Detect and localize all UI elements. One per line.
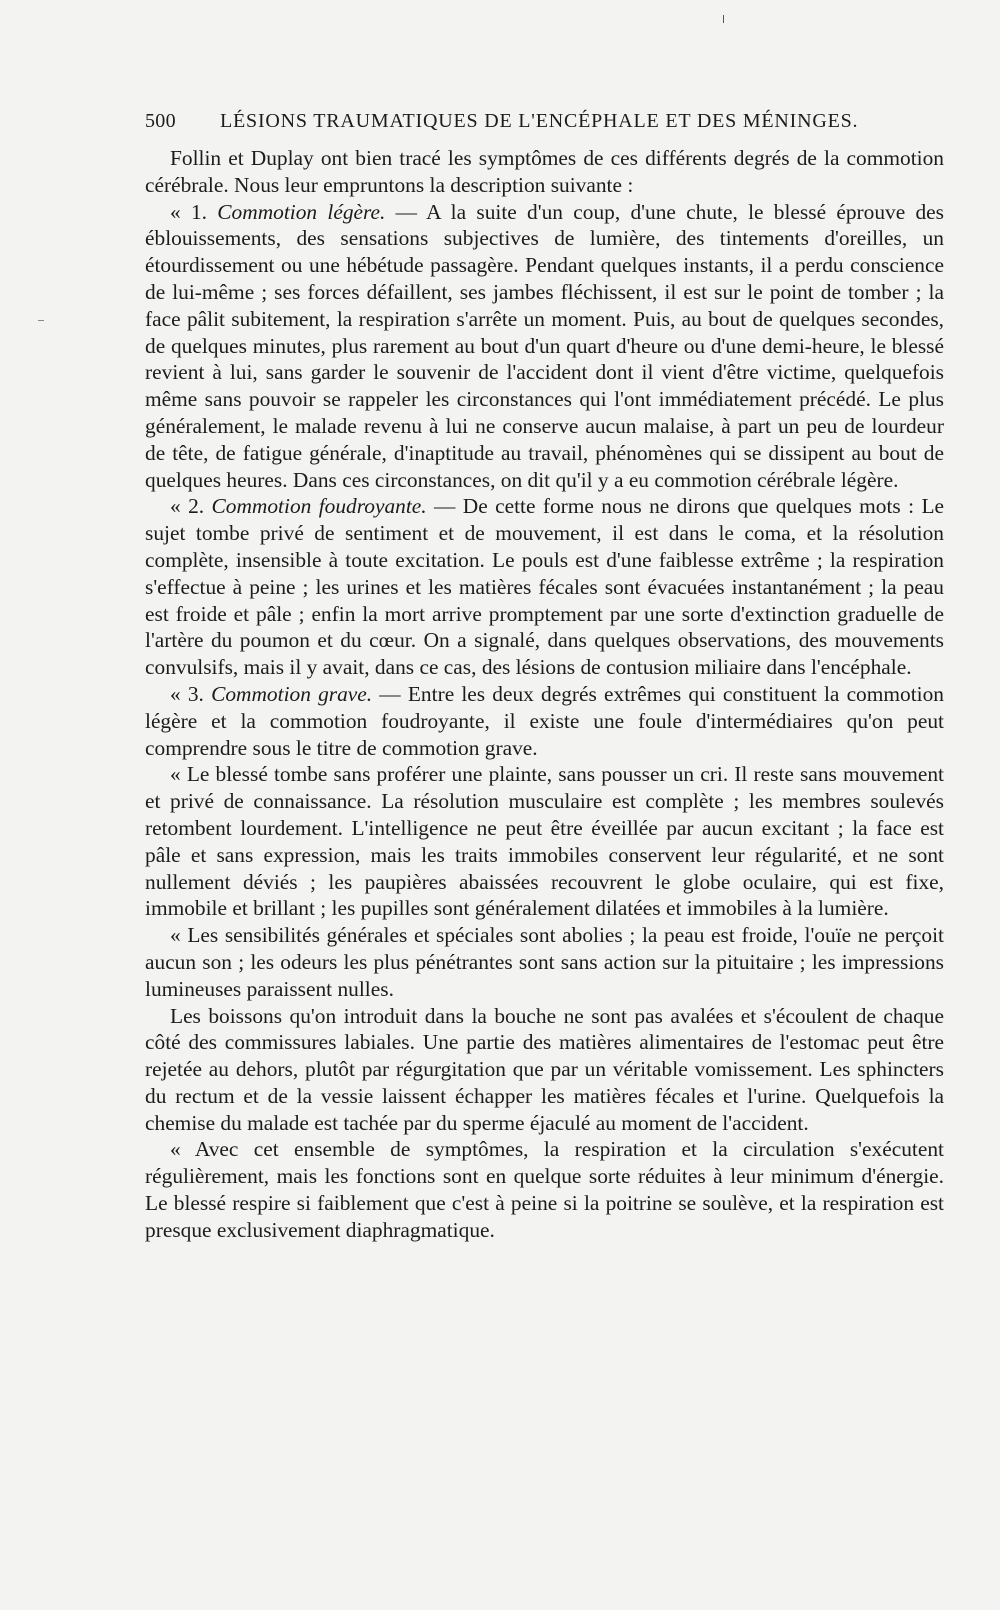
paragraph-text: — Entre les deux degrés extrêmes qui constituent la commotion légère et la commotion foudroyante, il existe une foule d'intermédiaires qu'on peut comprendre sous le titre de commotion grave. [145, 681, 945, 760]
section-number: « 3. [170, 681, 212, 706]
page-number: 500 [145, 110, 176, 132]
paragraph-commotion-legere [145, 199, 944, 494]
paragraph-text: — De cette forme nous ne dirons que quelques mots : Le sujet tombe privé de sentiment et de mouvement, il est dans le coma, et la résolution complète, insensible à toute excitation. Le pouls est d'une faiblesse extrême ; la respiration s'effectue à peine ; les urines et les matières fécales sont évacuées instantanément ; la peau est froide et pâle ; enfin la mort arrive promptement par une sorte d'extinction graduelle de l'artère du poumon et du cœur. On a signalé, dans quelques observations, des mouvements convulsifs, mais il y avait, dans ce cas, des lésions de contusion miliaire dans l'encéphale. [145, 494, 945, 680]
paragraph-text: « Les sensibilités générales et spéciales sont abolies ; la peau est froide, l'ouïe ne perçoit aucun son ; les odeurs les plus pénétrantes sont sans action sur la pituitaire ; les impressions lumineuses paraissent nulles. [145, 923, 944, 1001]
paragraph-commotion-foudroyante [145, 493, 944, 681]
section-heading: Commotion foudroyante. [211, 494, 427, 519]
paragraph-boissons [145, 1003, 944, 1137]
margin-mark [38, 320, 44, 321]
paragraph-text: « Le blessé tombe sans proférer une plainte, sans pousser un cri. Il reste sans mouvement et privé de connaissance. La résolution musculaire est complète ; les membres soulevés retombent lourdement. L'intelligence ne peut être éveillée par aucun excitant ; la face est pâle et sans expression, mais les traits immobiles conservent leur régularité, et ne sont nullement déviés ; les paupières abaissées recouvrent le globe oculaire, qui est fixe, immobile et brillant ; les pupilles sont généralement dilatées et immobiles à la lumière. [145, 762, 944, 921]
paragraph-text: « Avec cet ensemble de symptômes, la respiration et la circulation s'exécutent régulièrement, mais les fonctions sont en quelque sorte réduites à leur minimum d'énergie. Le blessé respire si faiblement que c'est à peine si la poitrine se soulève, et la respiration est presque exclusivement diaphragmatique. [145, 1137, 944, 1242]
paragraph-text: Follin et Duplay ont bien tracé les symptômes de ces différents degrés de la commotion cérébrale. Nous leur empruntons la description suivante : [145, 146, 944, 197]
paragraph-respiration [145, 1136, 944, 1243]
page-body [145, 145, 944, 1244]
running-title: LÉSIONS TRAUMATIQUES DE L'ENCÉPHALE ET DES MÉNINGES. [220, 110, 859, 132]
section-number: « 1. [170, 199, 218, 224]
paragraph-text: Les boissons qu'on introduit dans la bouche ne sont pas avalées et s'écoulent de chaque côté des commissures labiales. Une partie des matières alimentaires de l'estomac peut être rejetée au dehors, plutôt par régurgitation que par un véritable vomissement. Les sphincters du rectum et de la vessie laissent échapper les matières fécales et l'urine. Quelquefois la chemise du malade est tachée par du sperme éjaculé au moment de l'accident. [145, 1003, 944, 1135]
paragraph-text: — A la suite d'un coup, d'une chute, le blessé éprouve des éblouissements, des sensations subjectives de lumière, des tintements d'oreilles, un étourdissement ou une hébétude passagère. Pendant quelques instants, il a perdu conscience de lui-même ; ses forces défaillent, ses jambes fléchissent, il est sur le point de tomber ; la face pâlit subitement, la respiration s'arrête un moment. Puis, au bout de quelques secondes, de quelques minutes, plus rarement au bout d'un quart d'heure ou d'une demi-heure, le blessé revient à lui, sans garder le souvenir de l'accident dont il vient d'être victime, quelquefois même sans pouvoir se rappeler les circonstances qui l'ont immédiatement précédé. Le plus généralement, le malade revenu à lui ne conserve aucun malaise, à part un peu de lourdeur de tête, de fatigue générale, d'inaptitude au travail, phénomènes qui se dissipent au bout de quelques heures. Dans ces circonstances, on dit qu'il y a eu commotion cérébrale légère. [145, 199, 945, 492]
print-mark [723, 15, 724, 23]
section-heading: Commotion grave. [211, 681, 373, 706]
paragraph-intro [145, 145, 944, 199]
paragraph-blesse-tombe [145, 761, 944, 922]
paragraph-sensibilites [145, 922, 944, 1002]
section-heading: Commotion légère. [217, 199, 386, 224]
paragraph-commotion-grave [145, 681, 944, 761]
section-number: « 2. [170, 494, 212, 519]
